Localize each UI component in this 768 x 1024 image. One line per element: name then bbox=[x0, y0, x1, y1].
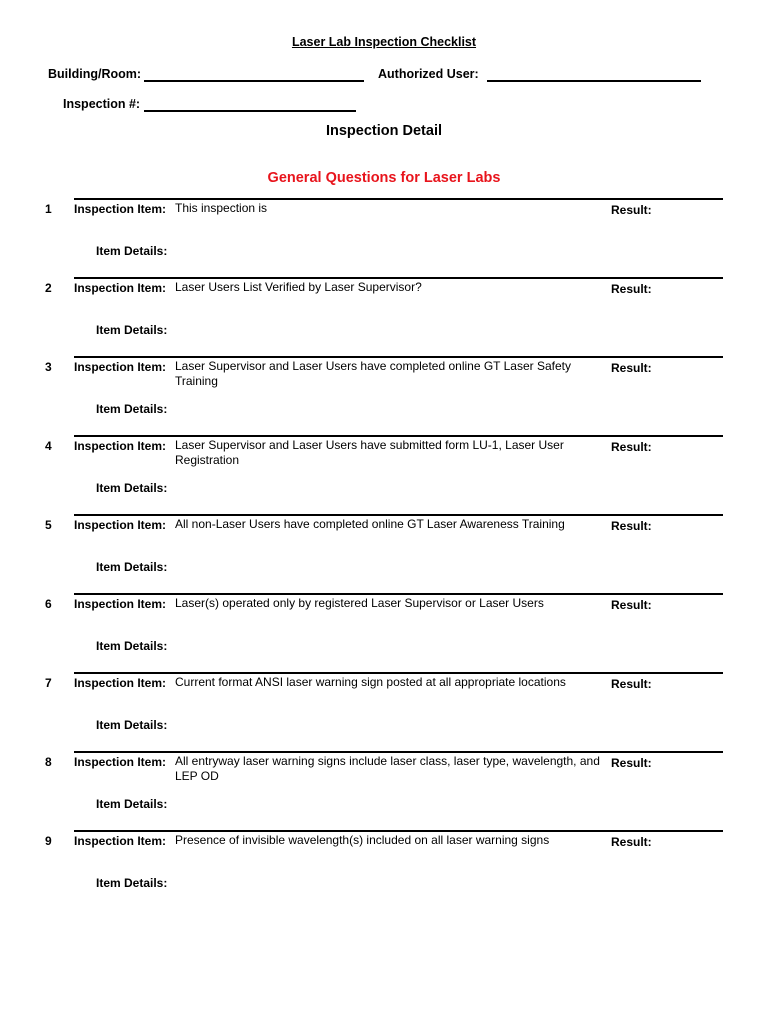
item-details-label: Item Details: bbox=[96, 797, 168, 811]
section-subtitle: General Questions for Laser Labs bbox=[267, 170, 501, 186]
item-divider bbox=[74, 277, 723, 279]
inspection-item-label: Inspection Item: bbox=[74, 676, 167, 690]
authorized-user-field[interactable] bbox=[487, 80, 701, 82]
item-details-label: Item Details: bbox=[96, 639, 168, 653]
item-details-label: Item Details: bbox=[96, 481, 168, 495]
item-details-label: Item Details: bbox=[96, 402, 168, 416]
inspection-item-row bbox=[0, 514, 768, 593]
item-number: 9 bbox=[45, 834, 52, 848]
inspection-item-row bbox=[0, 751, 768, 830]
item-number: 1 bbox=[45, 202, 52, 216]
inspection-item-label: Inspection Item: bbox=[74, 202, 167, 216]
inspection-number-field[interactable] bbox=[144, 110, 356, 112]
inspection-item-row bbox=[0, 435, 768, 514]
inspection-number-label: Inspection #: bbox=[63, 97, 141, 111]
document-title: Laser Lab Inspection Checklist bbox=[291, 35, 477, 49]
item-divider bbox=[74, 198, 723, 200]
item-number: 4 bbox=[45, 439, 52, 453]
item-divider bbox=[74, 593, 723, 595]
item-details-label: Item Details: bbox=[96, 560, 168, 574]
inspection-item-text: This inspection is bbox=[175, 201, 268, 215]
item-details-label: Item Details: bbox=[96, 876, 168, 890]
result-label: Result: bbox=[611, 203, 652, 217]
inspection-item-label: Inspection Item: bbox=[74, 834, 167, 848]
inspection-item-text: All entryway laser warning signs include laser class, laser type, wavelength, and LEP OD bbox=[175, 754, 600, 783]
item-details-label: Item Details: bbox=[96, 323, 168, 337]
item-divider bbox=[74, 830, 723, 832]
inspection-item-row bbox=[0, 277, 768, 356]
inspection-item-label: Inspection Item: bbox=[74, 439, 167, 453]
inspection-items-list bbox=[0, 198, 768, 909]
item-details-label: Item Details: bbox=[96, 244, 168, 258]
result-label: Result: bbox=[611, 677, 652, 691]
inspection-item-text: Presence of invisible wavelength(s) included on all laser warning signs bbox=[175, 833, 550, 847]
inspection-item-label: Inspection Item: bbox=[74, 755, 167, 769]
result-label: Result: bbox=[611, 282, 652, 296]
building-room-field[interactable] bbox=[144, 80, 364, 82]
section-title: Inspection Detail bbox=[325, 123, 443, 139]
item-number: 2 bbox=[45, 281, 52, 295]
inspection-item-label: Inspection Item: bbox=[74, 518, 167, 532]
inspection-item-row bbox=[0, 198, 768, 277]
inspection-item-row bbox=[0, 593, 768, 672]
inspection-item-text: All non-Laser Users have completed online GT Laser Awareness Training bbox=[175, 517, 565, 531]
inspection-item-label: Inspection Item: bbox=[74, 360, 167, 374]
inspection-item-text: Laser Users List Verified by Laser Supervisor? bbox=[175, 280, 422, 294]
item-number: 7 bbox=[45, 676, 52, 690]
item-number: 8 bbox=[45, 755, 52, 769]
authorized-user-label: Authorized User: bbox=[378, 67, 479, 81]
inspection-item-row bbox=[0, 672, 768, 751]
item-number: 3 bbox=[45, 360, 52, 374]
building-room-label: Building/Room: bbox=[48, 67, 142, 81]
inspection-item-label: Inspection Item: bbox=[74, 281, 167, 295]
item-divider bbox=[74, 514, 723, 516]
result-label: Result: bbox=[611, 361, 652, 375]
result-label: Result: bbox=[611, 598, 652, 612]
inspection-item-text: Laser Supervisor and Laser Users have completed online GT Laser Safety Training bbox=[175, 359, 571, 388]
inspection-item-label: Inspection Item: bbox=[74, 597, 167, 611]
inspection-item-row bbox=[0, 356, 768, 435]
inspection-item-text: Current format ANSI laser warning sign posted at all appropriate locations bbox=[175, 675, 566, 689]
result-label: Result: bbox=[611, 519, 652, 533]
result-label: Result: bbox=[611, 440, 652, 454]
item-divider bbox=[74, 435, 723, 437]
item-number: 6 bbox=[45, 597, 52, 611]
inspection-item-text: Laser Supervisor and Laser Users have submitted form LU-1, Laser User Registration bbox=[175, 438, 564, 467]
item-details-label: Item Details: bbox=[96, 718, 168, 732]
result-label: Result: bbox=[611, 756, 652, 770]
inspection-item-row bbox=[0, 830, 768, 909]
inspection-item-text: Laser(s) operated only by registered Laser Supervisor or Laser Users bbox=[175, 596, 544, 610]
item-divider bbox=[74, 356, 723, 358]
result-label: Result: bbox=[611, 835, 652, 849]
item-number: 5 bbox=[45, 518, 52, 532]
item-divider bbox=[74, 672, 723, 674]
item-divider bbox=[74, 751, 723, 753]
